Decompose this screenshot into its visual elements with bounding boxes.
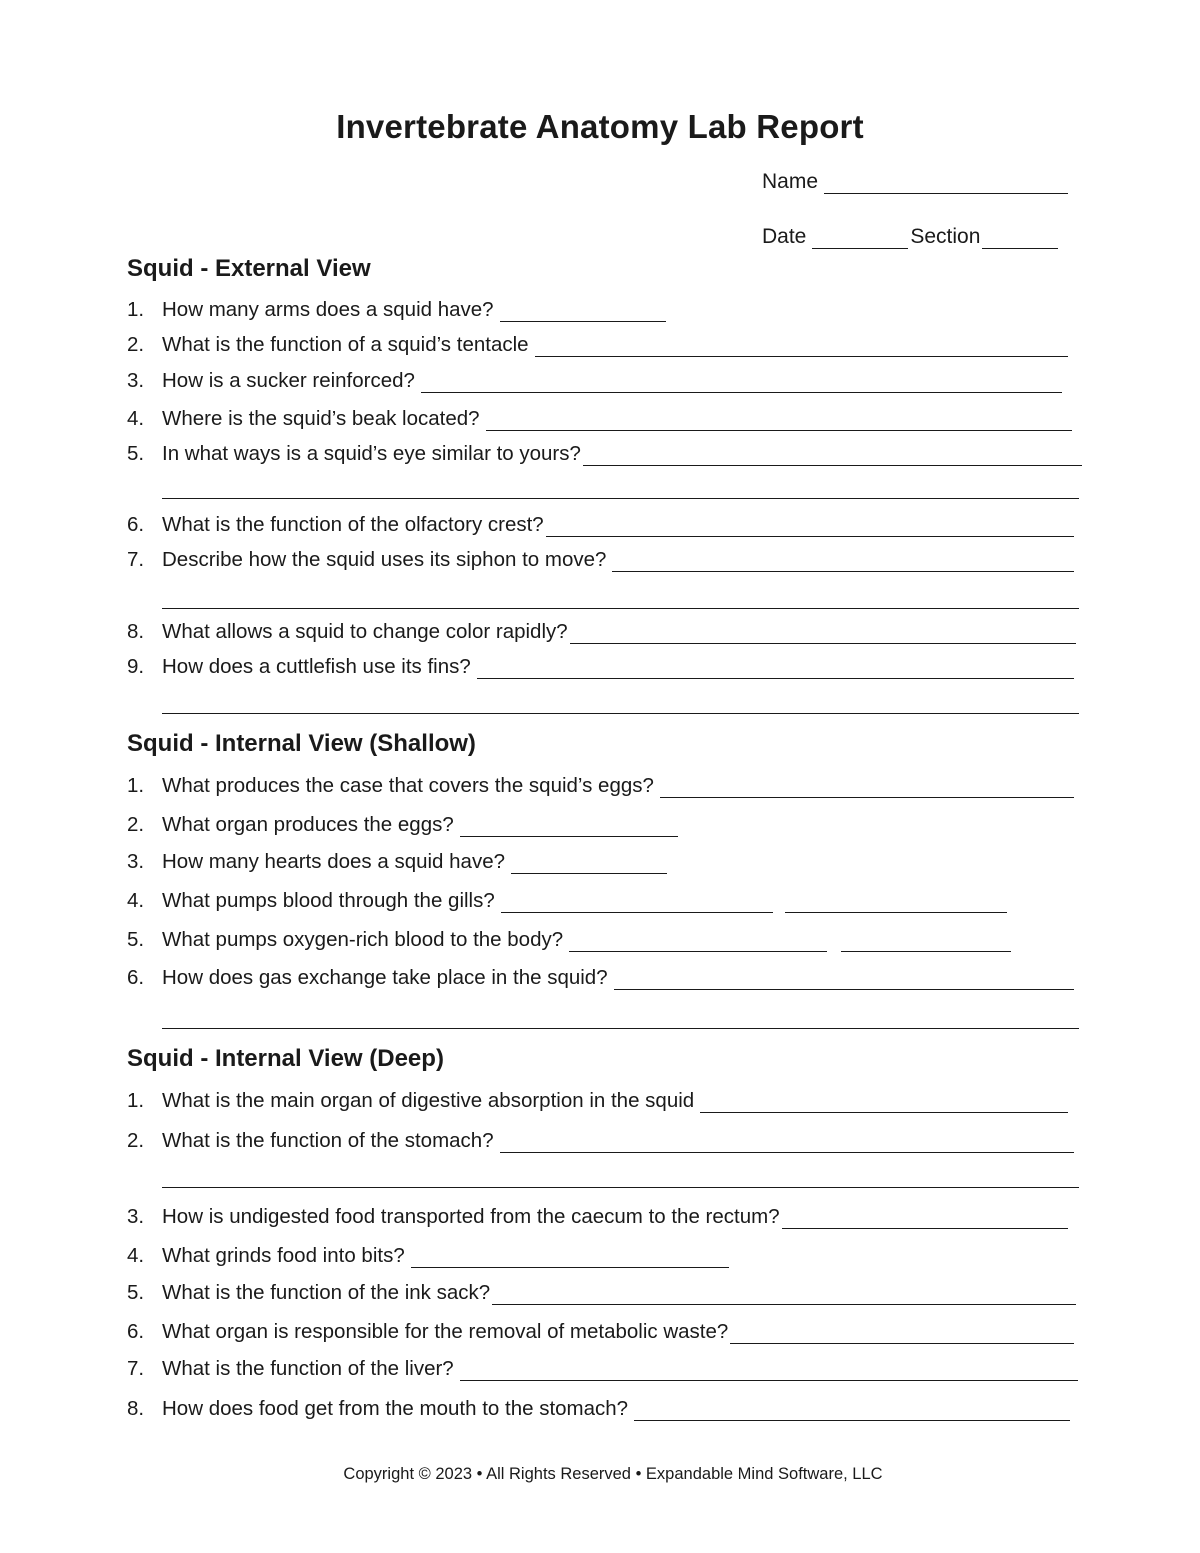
question-text: What is the function of the olfactory crest? (162, 513, 544, 536)
question-text: How is undigested food transported from the caecum to the rectum? (162, 1205, 780, 1228)
date-blank[interactable] (812, 230, 908, 249)
question-number: 4. (127, 889, 145, 912)
question-number: 5. (127, 1281, 145, 1304)
question-number: 2. (127, 1129, 145, 1152)
answer-line[interactable] (583, 449, 1082, 466)
question-number: 3. (127, 850, 145, 873)
question-item (127, 1129, 1082, 1153)
question-number: 4. (127, 407, 145, 430)
answer-line[interactable] (492, 1288, 1076, 1305)
copyright-footer: Copyright © 2023 • All Rights Reserved • Expandable Mind Software, LLC (343, 1465, 883, 1483)
question-item (127, 1357, 1082, 1381)
question-item (127, 513, 1082, 537)
question-number: 3. (127, 369, 145, 392)
question-text: How many hearts does a squid have? (162, 850, 506, 873)
answer-line[interactable] (782, 1212, 1068, 1229)
question-number: 5. (127, 442, 145, 465)
question-item (127, 889, 1082, 913)
answer-line[interactable] (460, 820, 678, 837)
question-number: 8. (127, 620, 145, 643)
answer-line[interactable] (535, 340, 1068, 357)
question-text: Describe how the squid uses its siphon to move? (162, 548, 607, 571)
question-item (127, 442, 1082, 466)
answer-line[interactable] (570, 627, 1076, 644)
question-number: 1. (127, 298, 145, 321)
question-text: What is the function of a squid’s tentacle (162, 333, 529, 356)
page-title: Invertebrate Anatomy Lab Report (336, 108, 864, 145)
question-text: What pumps blood through the gills? (162, 889, 495, 912)
question-text: What is the main organ of digestive absorption in the squid (162, 1089, 695, 1112)
question-number: 7. (127, 548, 145, 571)
question-text: How does food get from the mouth to the stomach? (162, 1397, 629, 1420)
question-item (127, 774, 1082, 798)
question-item (127, 655, 1082, 679)
question-text: What is the function of the ink sack? (162, 1281, 491, 1304)
question-text: How is a sucker reinforced? (162, 369, 415, 392)
answer-line[interactable] (660, 781, 1074, 798)
question-number: 6. (127, 513, 145, 536)
question-number: 8. (127, 1397, 145, 1420)
date-label: Date (762, 225, 807, 248)
question-item (127, 1320, 1082, 1344)
question-number: 3. (127, 1205, 145, 1228)
question-text: What pumps oxygen-rich blood to the body? (162, 928, 564, 951)
question-item (127, 1089, 1082, 1113)
question-text: How many arms does a squid have? (162, 298, 494, 321)
question-item (127, 813, 1082, 837)
question-text: What organ is responsible for the removal of metabolic waste? (162, 1320, 729, 1343)
answer-line-continuation[interactable] (162, 1186, 1079, 1188)
question-number: 5. (127, 928, 145, 951)
question-item (127, 850, 1082, 874)
name-field (762, 170, 1082, 194)
question-item (127, 1205, 1082, 1229)
answer-line[interactable] (501, 896, 773, 913)
question-number: 6. (127, 966, 145, 989)
question-item (127, 407, 1082, 431)
question-item (127, 928, 1082, 952)
question-number: 1. (127, 1089, 145, 1112)
name-label: Name (762, 170, 819, 193)
question-text: What produces the case that covers the squid’s eggs? (162, 774, 654, 797)
section-heading-internal-deep: Squid - Internal View (Deep) (127, 1045, 444, 1072)
answer-line[interactable] (500, 305, 666, 322)
answer-line[interactable] (730, 1327, 1074, 1344)
answer-line[interactable] (841, 935, 1011, 952)
answer-line-continuation[interactable] (162, 712, 1079, 714)
question-number: 4. (127, 1244, 145, 1267)
question-text: How does a cuttlefish use its fins? (162, 655, 471, 678)
section-label: Section (910, 225, 981, 248)
answer-line[interactable] (546, 520, 1074, 537)
question-item (127, 1397, 1082, 1421)
question-item (127, 298, 1082, 322)
question-text: What is the function of the stomach? (162, 1129, 494, 1152)
question-number: 2. (127, 333, 145, 356)
question-number: 9. (127, 655, 145, 678)
answer-line[interactable] (700, 1096, 1068, 1113)
question-item (127, 620, 1082, 644)
answer-line-continuation[interactable] (162, 1027, 1079, 1029)
answer-line[interactable] (486, 414, 1072, 431)
name-blank[interactable] (824, 175, 1068, 194)
question-text: What allows a squid to change color rapidly? (162, 620, 568, 643)
section-heading-internal-shallow: Squid - Internal View (Shallow) (127, 730, 476, 757)
question-text: Where is the squid’s beak located? (162, 407, 480, 430)
question-item (127, 369, 1082, 393)
answer-line[interactable] (500, 1136, 1074, 1153)
answer-line[interactable] (477, 662, 1074, 679)
answer-line[interactable] (612, 555, 1074, 572)
answer-line[interactable] (614, 973, 1074, 990)
answer-line-continuation[interactable] (162, 607, 1079, 609)
question-text: What grinds food into bits? (162, 1244, 405, 1267)
answer-line[interactable] (634, 1404, 1070, 1421)
question-number: 6. (127, 1320, 145, 1343)
question-item (127, 333, 1082, 357)
question-item (127, 548, 1082, 572)
question-number: 1. (127, 774, 145, 797)
question-item (127, 1244, 1082, 1268)
section-blank[interactable] (982, 230, 1058, 249)
answer-line[interactable] (411, 1251, 729, 1268)
answer-line[interactable] (785, 896, 1007, 913)
question-number: 2. (127, 813, 145, 836)
question-item (127, 1281, 1082, 1305)
question-text: How does gas exchange take place in the squid? (162, 966, 608, 989)
question-text: What organ produces the eggs? (162, 813, 454, 836)
answer-line-continuation[interactable] (162, 497, 1079, 499)
question-item (127, 966, 1082, 990)
date-section-field (762, 225, 1082, 249)
section-heading-external: Squid - External View (127, 255, 371, 282)
answer-line[interactable] (511, 857, 667, 874)
answer-line[interactable] (569, 935, 827, 952)
question-text: What is the function of the liver? (162, 1357, 454, 1380)
question-number: 7. (127, 1357, 145, 1380)
answer-line[interactable] (421, 376, 1062, 393)
answer-line[interactable] (460, 1364, 1078, 1381)
question-text: In what ways is a squid’s eye similar to yours? (162, 442, 581, 465)
